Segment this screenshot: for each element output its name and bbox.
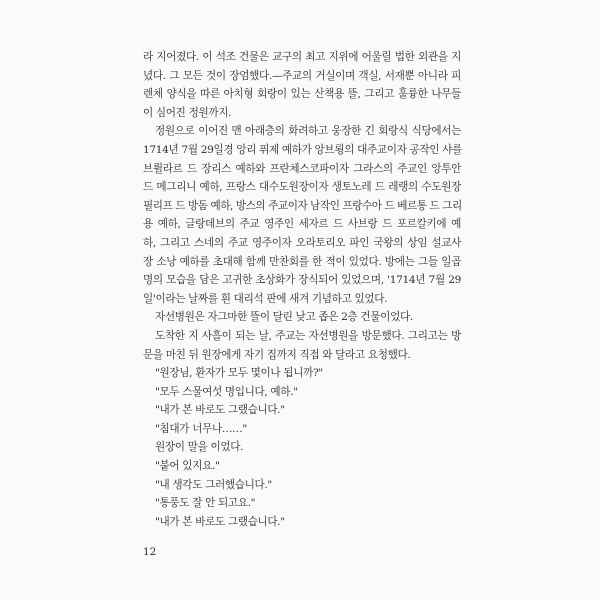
text-line: 필리프 드 방돔 예하, 방스의 주교이자 남작인 프랑수아 드 베르통 드 그리 (143, 199, 462, 212)
dialogue-line: "붙어 있지요." (155, 460, 220, 473)
text-line: 문을 마친 뒤 원장에게 자기 집까지 직접 와 달라고 요청했다. (143, 348, 411, 361)
text-line: 녔다. 그 모든 것이 장엄했다.—주교의 거실이며 객실, 서재뿐 아니라 피 (143, 69, 461, 82)
text-line: 자선병원은 자그마한 뜰이 달린 낮고 좁은 2층 건물이었다. (155, 311, 413, 324)
text-line: 렌체 양식을 따른 아치형 회랑이 있는 산책용 뜰, 그리고 훌륭한 나무들 (143, 88, 461, 101)
text-line: 일'이라는 날짜를 흰 대리석 판에 새겨 기념하고 있었다. (143, 292, 388, 305)
text-line: 하, 그리고 스네의 주교 영주이자 오라토리오 파인 국왕의 상임 설교사 (143, 236, 461, 249)
text-line: 1714년 7월 29일경 앙리 퓌제 예하가 앙브룅의 대주교이자 공작인 샤를 (143, 143, 462, 156)
page-number: 12 (143, 546, 157, 558)
text-line: 드 메그리니 예하, 프랑스 대수도원장이자 생토노레 드 레랭의 수도원장 (143, 181, 461, 194)
prose-block (143, 48, 461, 364)
dialogue-line: "내가 본 바로도 그랬습니다." (155, 515, 285, 528)
dialogue-line: "내가 본 바로도 그랬습니다." (155, 404, 285, 417)
dialogue-line: "침대가 너무나……" (155, 422, 247, 435)
text-line: 도착한 지 사흘이 되는 날, 주교는 자선병원을 방문했다. 그리고는 방 (155, 329, 461, 342)
text-line: 브륄라르 드 장리스 예하와 프란체스코파이자 그라스의 주교인 앙투안 (143, 162, 461, 175)
dialogue-line: "내 생각도 그러했습니다." (155, 478, 272, 491)
text-line: 라 지어졌다. 이 석조 건물은 교구의 최고 지위에 어울릴 법한 외관을 지 (143, 51, 461, 63)
dialogue-line: 원장이 말을 이었다. (155, 441, 244, 454)
body-text (143, 48, 461, 531)
text-line: 명의 모습을 담은 고귀한 초상화가 장식되어 있었으며, '1714년 7월 29 (143, 274, 461, 287)
dialogue-line: "원장님, 환자가 모두 몇이나 됩니까?" (155, 367, 323, 380)
text-line: 정원으로 이어진 맨 아래층의 화려하고 웅장한 긴 회랑식 식당에서는 (155, 125, 461, 138)
dialogue-block (143, 364, 461, 531)
dialogue-line: "모두 스물여섯 명입니다, 예하." (155, 385, 298, 398)
text-line: 이 심어진 정원까지. (143, 106, 232, 119)
text-line: 장 소낭 예하를 초대해 함께 만찬회를 한 적이 있었다. 방에는 그들 일곱 (143, 255, 461, 268)
dialogue-line: "통풍도 잘 안 되고요." (155, 497, 256, 510)
text-line: 용 예하, 글랑데브의 주교 영주인 세자르 드 사브랑 드 포르칼키에 예 (143, 218, 461, 231)
